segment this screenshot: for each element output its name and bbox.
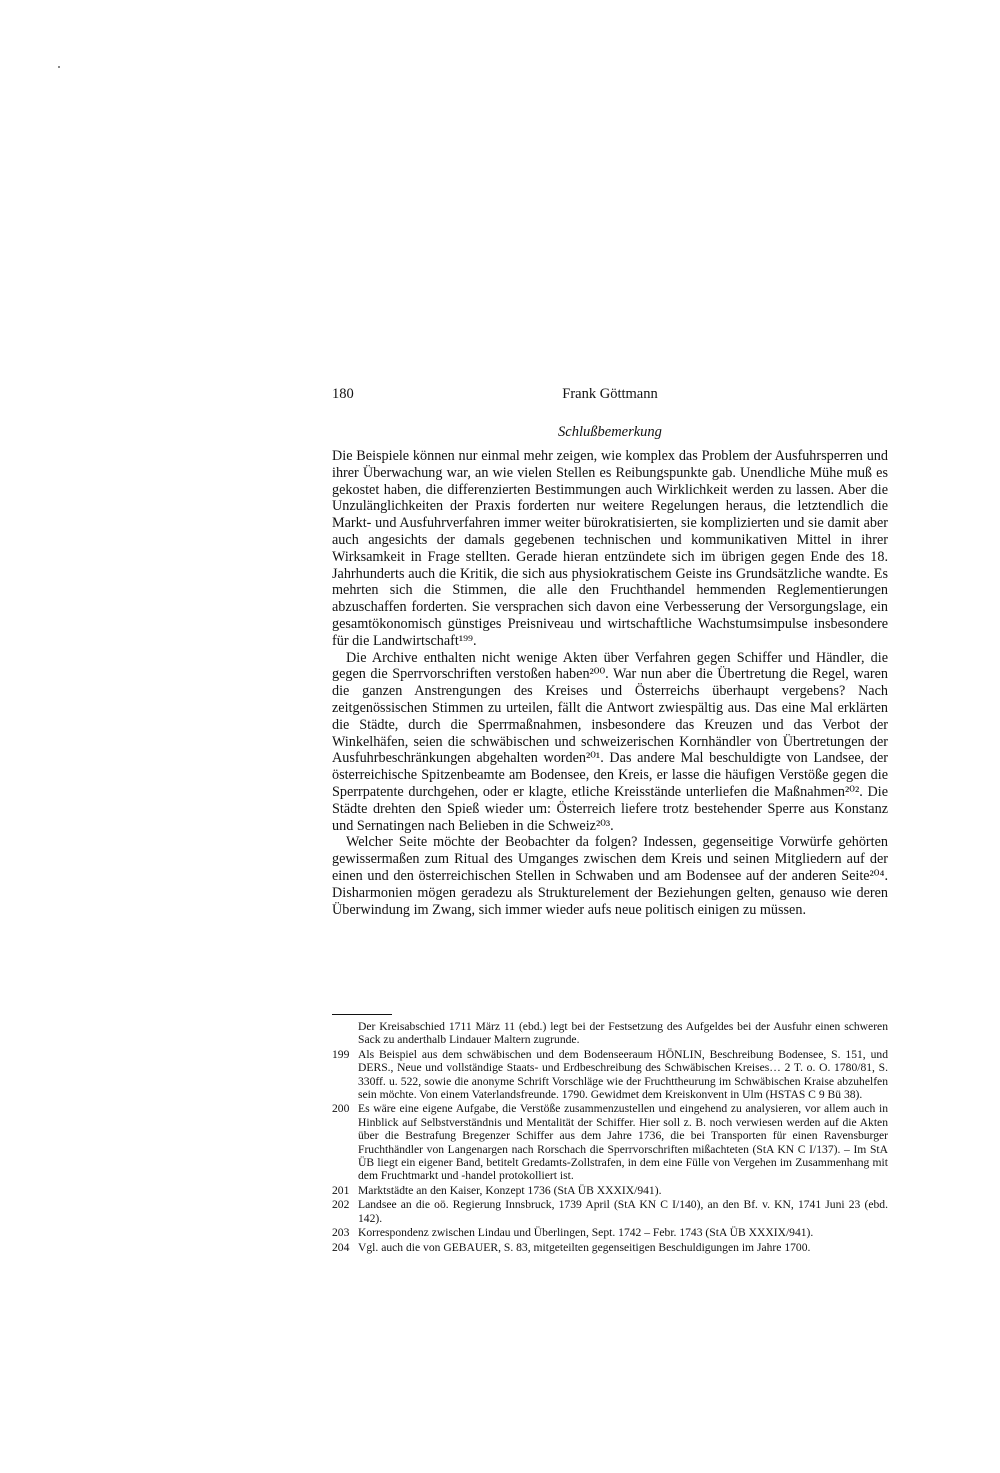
footnote-text: Es wäre eine eigene Aufgabe, die Verstöße zusammenzustellen und eingehend zu analysieren, vor allem auch in Hinblick auf Selbstverständnis und Mentalität der Schiffer. Hier soll z. B. noch verwiesen werden auf die Akten über die Bestrafung Bregenzer Schiffer aus dem Jahre 1736, die bei Transporten für einen Ravensburger Fruchthändler von Langenargen nach Rorschach die Sperrvorschriften mißachteten (StA KN C I/137). – Im StA ÜB liegt ein eigener Band, betitelt Gredamts-Zollstrafen, in dem eine Fülle von Vergehen im Zusammenhang mit dem Fruchtmarkt und -handel protokolliert ist. (358, 1102, 888, 1183)
paragraph: Welcher Seite möchte der Beobachter da folgen? Indessen, gegenseitige Vorwürfe gehörten gewissermaßen zum Ritual des Umganges zwischen dem Kreis und seinen Mitgliedern auf der einen und den österreichischen Stellen in Schwaben und am Bodensee auf der anderen Seite²⁰⁴. Disharmonien mögen geradezu als Strukturelement der Beziehungen gelten, genauso wie deren Überwindung im Zwang, sich immer wieder aufs neue politisch einigen zu müssen. (332, 834, 888, 918)
footnote (332, 1198, 888, 1225)
footnote (332, 1020, 888, 1047)
running-head: Frank Göttmann (562, 386, 658, 402)
footnote-number: 199 (332, 1047, 350, 1061)
footnote-number: 203 (332, 1226, 350, 1240)
footnote-number: 200 (332, 1102, 350, 1116)
footnote-text: Korrespondenz zwischen Lindau und Überlingen, Sept. 1742 – Febr. 1743 (StA ÜB XXXIX/941). (358, 1226, 814, 1240)
scan-speck (58, 66, 60, 68)
footnote-number: 202 (332, 1198, 350, 1212)
paragraph: Die Beispiele können nur einmal mehr zeigen, wie komplex das Problem der Ausfuhrsperren und ihrer Überwachung war, an wie vielen Stellen es Reibungspunkte gab. Unendliche Mühe muß es gekostet haben, die differenzierten Bestimmungen auch Wirklichkeit werden zu lassen. Aber die Unzulänglichkeiten der Praxis forderten nur weitere Regelungen heraus, die letztendlich die Markt- und Ausfuhrverfahren immer weiter bürokratisierten, sie komplizierten und sie damit aber auch angesichts der damals gegebenen technischen und kommunikativen Mittel in ihrer Wirksamkeit in Frage stellten. Gerade hieran entzündete sich im übrigen gegen Ende des 18. Jahrhunderts auch die Kritik, die sich aus physiokratischem Geiste ins Grundsätzliche wandte. Es mehrten sich die Stimmen, die alle den Fruchthandel hemmenden Reglementierungen abzuschaffen forderten. Sie versprachen sich davon eine Verbesserung der Versorgungslage, ein gesamtökonomisch günstiges Preisniveau und wirtschaftliche Wachstumsimpulse insbesondere für die Landwirtschaft¹⁹⁹. (332, 448, 888, 649)
page-number: 180 (332, 386, 354, 402)
footnote-text: Landsee an die oö. Regierung Innsbruck, 1739 April (StA KN C I/140), an den Bf. v. KN, 1741 Juni 23 (ebd. 142). (358, 1198, 888, 1225)
footnote-number: 204 (332, 1240, 350, 1254)
footnote (332, 1184, 888, 1197)
page-header (332, 386, 888, 410)
footnote-number (332, 1020, 358, 1047)
footnotes (332, 1020, 888, 1255)
paragraph: Die Archive enthalten nicht wenige Akten über Verfahren gegen Schiffer und Händler, die gegen die Sperrvorschriften verstoßen haben²⁰⁰. War nun aber die Übertretung die Regel, waren die ganzen Anstrengungen des Kreises und Österreichs überhaupt vergebens? Nach zeitgenössischen Stimmen zu urteilen, fällt die Antwort zwiespältig aus. Das eine Mal erklärten die Städte, durch die Sperrmaßnahmen, insbesondere das Kreuzen und das Verbot der Winkelhäfen, seien die schwäbischen und schweizerischen Kornhändler von Übertretungen der Ausfuhrbeschränkungen abgehalten worden²⁰¹. Das andere Mal beschuldigte von Landsee, der österreichische Spitzenbeamte am Bodensee, den Kreis, er lasse die häufigen Verstöße gegen die Sperrpatente durchgehen, oder er klagte, etliche Kreisstände unterliefen die Maßnahmen²⁰². Die Städte drehten den Spieß wieder um: Österreich liefere trotz bestehender Sperre aus Konstanz und Sernatingen nach Belieben in die Schweiz²⁰³. (332, 649, 888, 834)
footnote (332, 1048, 888, 1102)
footnote (332, 1241, 888, 1254)
footnote-text: Der Kreisabschied 1711 März 11 (ebd.) legt bei der Festsetzung des Aufgeldes bei der Ausfuhr einen schweren Sack zu anderthalb Lindauer Maltern zugrunde. (358, 1020, 888, 1047)
footnote (332, 1226, 888, 1239)
footnote-rule (332, 1014, 392, 1015)
footnote (332, 1102, 888, 1182)
footnote-text: Als Beispiel aus dem schwäbischen und dem Bodenseeraum HÖNLIN, Beschreibung Bodensee, S. 151, und DERS., Neue und vollständige Staats- und Erdbeschreibung des Schwäbischen Kreises… 2 T. o. O. 1780/81, S. 330ff. u. 522, sowie die anonyme Schrift Vorschläge wie der Fruchttheurung im Schwäbischen Kraise abzuhelfen sein möchte. Von einem Vaterlandsfreunde. 1790. Gewidmet dem Kreiskonvent in Ulm (HSTAS C 9 Bü 38). (358, 1047, 888, 1102)
footnote-number: 201 (332, 1183, 350, 1197)
footnote-text: Marktstädte an den Kaiser, Konzept 1736 (StA ÜB XXXIX/941). (358, 1183, 662, 1197)
body-text (332, 448, 888, 918)
section-heading: Schlußbemerkung (558, 424, 662, 440)
footnote-text: Vgl. auch die von GEBAUER, S. 83, mitgeteilten gegenseitigen Beschuldigungen im Jahre 1700. (358, 1240, 811, 1254)
